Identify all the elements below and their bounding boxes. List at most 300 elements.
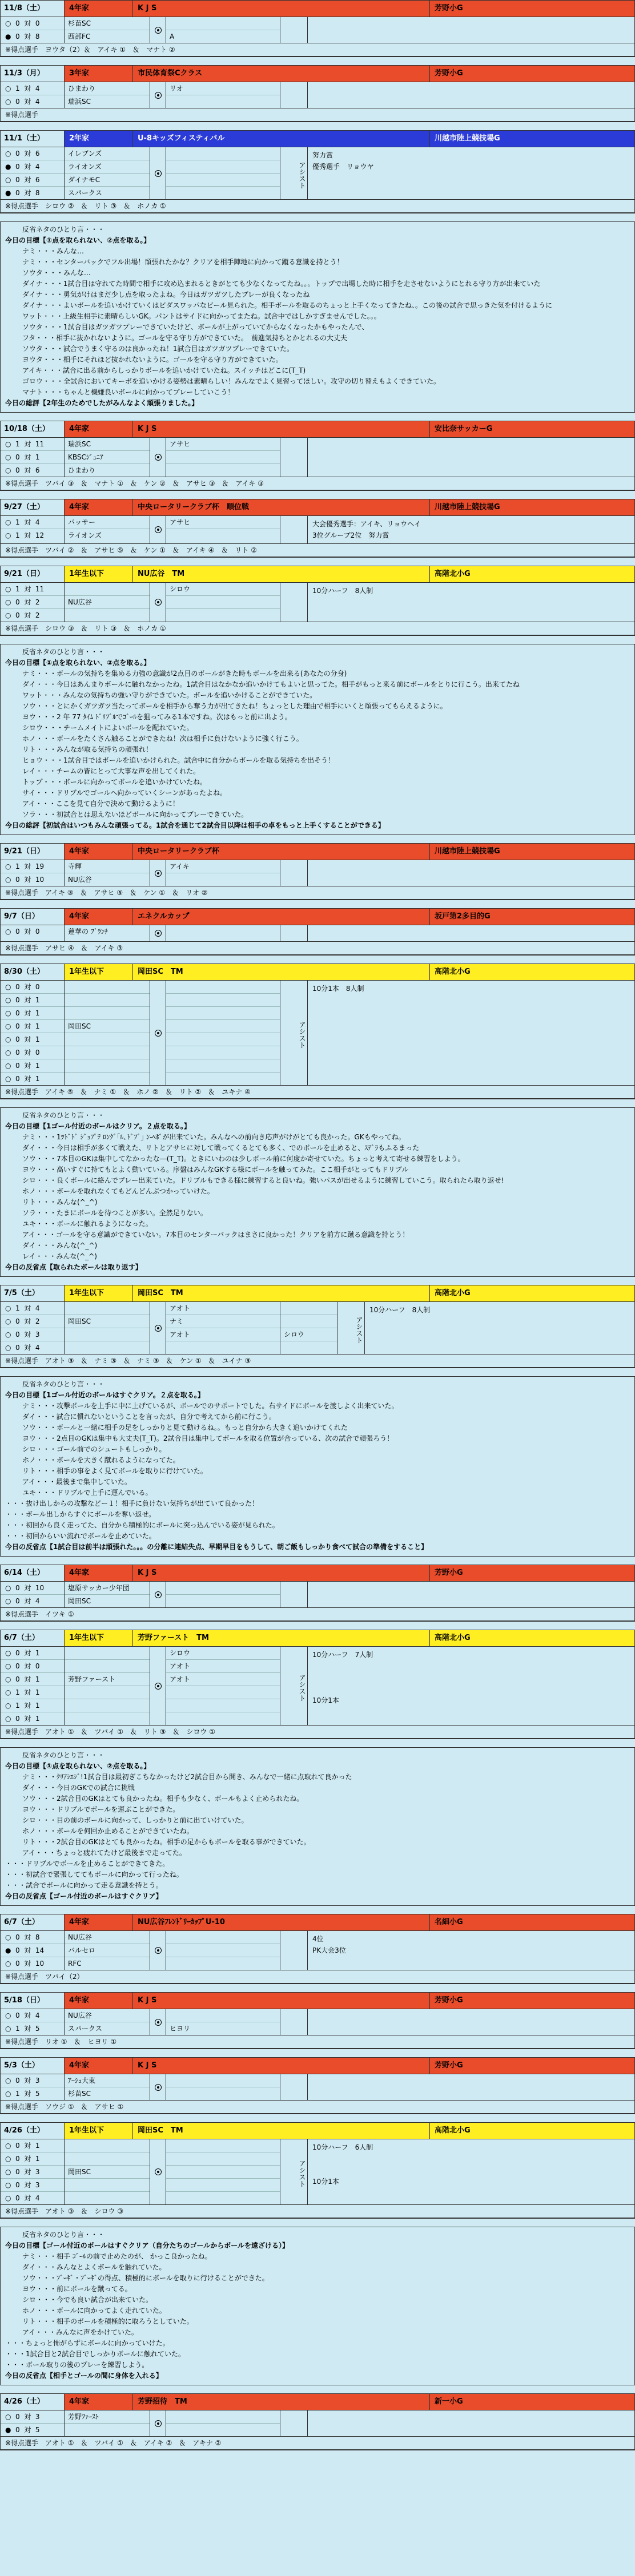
match-venue: 名細小G	[435, 1918, 463, 1926]
note-line: ヨウ・・・2点目のGKは集中も大丈夫(T_T)。2試合目は集中してボールを取る位置が合っている、次の試合で頑張ろう！	[22, 1434, 394, 1442]
goal-scorer	[166, 2009, 280, 2022]
note-line: ホノ・・・ボールを大きく蹴れるようになってた。	[22, 1456, 180, 1464]
info-line	[312, 928, 630, 939]
scorers-line: ※得点選手 シロウ ② ＆ リト ③ ＆ ホノカ ①	[1, 200, 634, 213]
goal-scorer	[166, 1033, 280, 1046]
note-line: ナミ・・・攻撃ボールを上手に中に上げているが、ボールでのサポートでした。右サイドにボールを渡しよく出来ていた。	[22, 1402, 399, 1410]
position-label: アシスト	[280, 981, 308, 1085]
note-line: ナミ・・・みんな…	[22, 247, 85, 255]
match-card	[0, 499, 635, 558]
goal-scorer	[166, 1341, 280, 1354]
info-line: 4位	[312, 1935, 324, 1943]
opponent-name: イレブンズ	[65, 147, 150, 160]
kickoff-icon	[150, 438, 166, 477]
opponent-name: パッサー	[65, 516, 150, 529]
opponent-name: ひまわり	[68, 466, 96, 474]
result-mark: ○	[5, 1009, 11, 1017]
opponent-column	[65, 2139, 150, 2204]
match-venue: 芳野小G	[435, 2061, 463, 2070]
opponent-name: 西部FC	[68, 33, 91, 41]
opponent-name	[65, 609, 150, 622]
result-mark: ○	[5, 1597, 11, 1605]
match-category: 1年生以下	[65, 2123, 133, 2139]
note-line: サイ・・・ドリブルでゴールへ向かっていくシーンがあったよね。	[22, 789, 227, 797]
goal-scorer	[166, 2179, 280, 2192]
goal-scorer	[166, 529, 280, 542]
score-row	[1, 1033, 64, 1046]
match-venue: 川越市陸上競技場G	[435, 134, 500, 143]
note-line: ソウ・・・ﾌﾞｰｷﾞ・ﾌﾞｰｷﾞの得点、積極的にボールを取りに行けることができた。	[22, 2274, 269, 2282]
info-line	[312, 2077, 630, 2088]
score-row	[1, 1046, 64, 1059]
match-date: 11/1（土）	[1, 131, 65, 147]
info-line: 10分1本	[312, 2178, 339, 2186]
result-mark: ○	[5, 1649, 11, 1657]
reflection-notes	[0, 1107, 635, 1277]
goal-scorer	[166, 873, 280, 886]
scorers-line: ※得点選手 ツバイ（2）	[1, 1970, 634, 1984]
result-mark: ○	[5, 150, 11, 158]
kickoff-icon	[150, 2074, 166, 2100]
note-line: ソウタ・・・1試合目はガツガツプレーできていたけど、ボールが上がっていてからなくなったかもやったんで、	[22, 323, 369, 331]
match-date: 6/7（土）	[1, 1630, 65, 1646]
note-line: 今日の総評【初試合はいつもみんな頑張ってる。1試合を通じて2試合目以降は相手の卓をもっと上手くすることができる】	[5, 821, 385, 829]
match-category: 4年家	[65, 1565, 133, 1581]
match-header	[1, 964, 634, 981]
score-text: 0 対 4	[15, 2011, 40, 2019]
note-line: ・・・ドリブルでボールを止めることができてきた。	[5, 1860, 170, 1868]
note-line: ダイ・・・みんな(^_^)	[22, 1241, 98, 1249]
note-line: 今日の目標【①点を取られない、②点を取る。】	[5, 1762, 151, 1770]
soccer-ball-icon	[155, 2019, 162, 2026]
score-text: 0 対 3	[15, 2413, 40, 2421]
note-line: ヒョウ・・・1試合目ではボールを追いかけられた。試合中に自分からボールを取る気持ちを出そう！	[22, 756, 335, 764]
soccer-ball-icon	[155, 170, 162, 177]
opponent-name	[65, 2192, 150, 2204]
opponent-column	[65, 981, 150, 1085]
goal-scorer	[166, 95, 280, 108]
note-line: アイキ・・・試合に出る前からしっかりボールを追いかけていたね。スイッチはどこに(T_T)	[22, 366, 306, 374]
match-date: 9/7（日）	[1, 909, 65, 925]
result-mark: ○	[5, 1304, 11, 1312]
score-row	[1, 1944, 64, 1957]
match-category: 2年家	[65, 131, 133, 147]
score-text: 0 対 0	[15, 1662, 40, 1670]
result-mark: ○	[5, 1075, 11, 1083]
match-date: 11/8（土）	[1, 1, 65, 17]
match-category: 1年生以下	[65, 964, 133, 980]
soccer-ball-icon	[155, 1325, 162, 1332]
match-body	[1, 516, 634, 544]
note-line: ワット・・・みんなの気持ちの強い守りができていた。ボールを追いかけることができていた。	[22, 691, 317, 699]
opponent-column	[65, 2009, 150, 2035]
kickoff-icon	[150, 925, 166, 941]
match-category: 4年家	[65, 499, 133, 515]
opponent-name: ｱｰｼｭ大東	[65, 2074, 150, 2087]
score-text: 0 対 1	[15, 996, 40, 1004]
score-row	[1, 1699, 64, 1712]
match-category: 3年家	[65, 66, 133, 82]
note-line: ソウ・・・とにかくガツガツ当たってボールを相手から奪う力が出てきたね！ちょっとした理由で相手にいくと頑張ってもらえるように。	[22, 702, 447, 710]
score-column	[1, 583, 65, 622]
match-title: 中央ロータリークラブ杯	[133, 844, 430, 860]
match-title: K J S	[133, 421, 430, 437]
goal-scorer: シロウ	[166, 1647, 280, 1660]
result-mark: ○	[5, 928, 11, 936]
goal-scorer: アオト	[166, 1328, 280, 1341]
score-row	[1, 1957, 64, 1970]
score-column	[1, 925, 65, 941]
opponent-name	[65, 1059, 150, 1073]
result-mark: ○	[5, 1331, 11, 1339]
score-row	[1, 2022, 64, 2035]
result-mark: ○	[5, 585, 11, 593]
goal-column	[166, 2410, 280, 2436]
opponent-name	[65, 1699, 150, 1712]
score-row	[1, 2074, 64, 2087]
match-info	[308, 2074, 634, 2100]
note-line: リト・・・2試合目のGKはとても良かったね。相手の足からもボールを取る事ができていた。	[22, 1838, 311, 1846]
score-text: 0 対 14	[15, 1946, 45, 1954]
match-title: 岡田SC TM	[133, 1285, 430, 1301]
goal-column	[166, 981, 280, 1085]
match-body	[1, 2074, 634, 2101]
info-line	[312, 1584, 630, 1595]
score-row	[1, 82, 64, 95]
result-mark: ○	[5, 531, 11, 539]
note-line: ・・・初回から良く走ってた、自分から積極的にボールに突っ込んでいる姿が見られた。	[5, 1521, 279, 1529]
result-mark: ○	[5, 19, 11, 27]
match-date: 9/27（土）	[1, 499, 65, 515]
match-category: 4年家	[65, 1, 133, 17]
score-column	[1, 2139, 65, 2204]
opponent-name: 杉苗SC	[65, 17, 150, 30]
opponent-name: ライオンズ	[68, 531, 102, 539]
position-label	[280, 82, 308, 108]
result-mark: ○	[5, 996, 11, 1004]
match-venue: 川越市陸上競技場G	[435, 847, 500, 856]
scorers-line: ※得点選手 アイキ ⑤ ＆ ナミ ① ＆ ホノ ② ＆ リト ② ＆ ユキナ ④	[1, 1086, 634, 1099]
info-line: 優秀選手 リョウヤ	[312, 163, 374, 171]
score-column	[1, 981, 65, 1085]
note-line: レイ・・・みんな(^_^)	[22, 1252, 97, 1260]
score-text: 0 対 10	[15, 876, 45, 884]
score-column	[1, 2074, 65, 2100]
score-row	[1, 2152, 64, 2166]
match-body	[1, 82, 634, 108]
score-row	[1, 1712, 64, 1725]
match-body	[1, 1582, 634, 1608]
result-mark: ●	[5, 1946, 11, 1954]
info-line	[312, 2413, 630, 2424]
result-mark: ○	[5, 1688, 11, 1696]
opponent-name	[65, 1328, 150, 1341]
goal-scorer: アオト	[166, 1302, 280, 1315]
score-row	[1, 1341, 64, 1354]
opponent-name: 芳野ファースト	[65, 1673, 150, 1686]
goal-scorer	[166, 2152, 280, 2166]
result-mark: ○	[5, 862, 11, 870]
goal-scorer	[166, 2192, 280, 2204]
match-category: 4年家	[65, 2058, 133, 2074]
goal-column	[166, 17, 280, 43]
note-line: 反省ネタのひとり言・・・	[22, 225, 105, 233]
opponent-name: 蓮華の ﾌﾞﾗﾝﾁ	[68, 928, 108, 936]
score-text: 1 対 11	[15, 440, 45, 448]
note-line: リト・・・相手の事をよく見てボールを取りに行けていた。	[22, 1467, 207, 1475]
match-header	[1, 499, 634, 516]
score-text: 0 対 6	[15, 150, 40, 158]
result-mark: ●	[5, 163, 11, 171]
score-text: 1 対 4	[15, 84, 40, 92]
score-column	[1, 2410, 65, 2436]
opponent-name: 杉苗SC	[68, 2090, 91, 2098]
goal-scorer	[166, 451, 280, 464]
opponent-name	[65, 1660, 150, 1673]
goal-scorer: リオ	[166, 82, 280, 95]
note-line: ・・・初回からいい流れでボールを止めていた。	[5, 1532, 156, 1540]
score-row	[1, 1582, 64, 1595]
goal-scorer	[166, 981, 280, 994]
score-text: 0 対 2	[15, 611, 40, 619]
match-header	[1, 1993, 634, 2009]
note-line: 今日の反省点【相手とゴールの間に身体を入れる】	[5, 2372, 163, 2380]
note-line: ・・・抜け出しからの攻撃などー１！相手に負けない気持ちが出ていて良かった！	[5, 1499, 259, 1507]
opponent-name	[65, 2179, 150, 2192]
opponent-name: NU広谷	[68, 876, 92, 884]
reflection-notes	[0, 1747, 635, 1906]
goal-scorer	[166, 1699, 280, 1712]
note-line: シロ・・・ゴール前でのシュートもしっかり。	[22, 1445, 166, 1453]
opponent-name: 瑞浜SC	[65, 438, 150, 451]
match-venue: 芳野小G	[435, 69, 463, 78]
score-row	[1, 2179, 64, 2192]
note-line: ソウタ・・・みんな…	[22, 269, 91, 277]
match-header	[1, 1914, 634, 1931]
info-line: 10分ハーフ 8人制	[369, 1306, 431, 1314]
match-header	[1, 2394, 634, 2410]
note-line: ダイ・・・今日はあんまりボールに触れなかったね。1試合目はなかなか追いかけてもよいと思ってた。相手がもっと来る前にボールをとりに行こう。出来てたね	[22, 680, 520, 688]
note-line: 今日の目標【①点を取られない、②点を取る。】	[5, 236, 151, 244]
match-title: NU広谷ﾌﾚﾝﾄﾞﾘｰｶｯﾌﾟU-10	[133, 1914, 430, 1930]
match-title: 芳野ファースト TM	[133, 1630, 430, 1646]
score-row	[1, 1302, 64, 1315]
result-mark: ●	[5, 189, 11, 197]
scorers-line: ※得点選手 アオト ③ ＆ ナミ ③ ＆ ナミ ③ ＆ ケン ① ＆ ユイナ ③	[1, 1354, 634, 1368]
note-line: ヨウタ・・・相手にそれほど抜かれないように。ゴールを守る守り方ができていた。	[22, 356, 283, 364]
opponent-name: 芳野ﾌｧｰｽﾄ	[65, 2410, 150, 2424]
match-info	[365, 1302, 634, 1354]
opponent-column	[65, 516, 150, 543]
scorers-line: ※得点選手 アオト ① ＆ ツバイ ① ＆ リト ③ ＆ シロウ ①	[1, 1726, 634, 1739]
result-mark: ○	[5, 2025, 11, 2033]
goal-column	[166, 147, 280, 199]
result-mark: ○	[5, 1062, 11, 1070]
opponent-column	[65, 860, 150, 886]
goal-scorer: アサヒ	[166, 516, 280, 529]
note-line: ソウ・・・2試合目のGKはとても良かったね。相手も少なく、ボールもよく止められたね。	[22, 1795, 304, 1803]
scorers-line: ※得点選手 アオト ③ ＆ シロウ ③	[1, 2205, 634, 2218]
scorers-line: ※得点選手	[1, 108, 634, 122]
score-column	[1, 1302, 65, 1354]
position-label	[280, 860, 308, 886]
score-text: 0 対 0	[15, 1049, 40, 1057]
match-category: 4年家	[65, 421, 133, 437]
info-line: 10分ハーフ 6人制	[312, 2143, 373, 2151]
match-title: K J S	[133, 2058, 430, 2074]
result-mark: ○	[5, 1022, 11, 1030]
position-label	[280, 2410, 308, 2436]
match-card	[0, 1992, 635, 2049]
kickoff-icon	[150, 1647, 166, 1725]
goal-column	[166, 2009, 280, 2035]
match-body	[1, 583, 634, 622]
soccer-ball-icon	[155, 2084, 162, 2091]
scorers-line: ※得点選手 アオト ① ＆ ツバイ ① ＆ アイキ ② ＆ アキナ ②	[1, 2437, 634, 2450]
result-mark: ○	[5, 876, 11, 884]
kickoff-icon	[150, 583, 166, 622]
match-title: NU広谷 TM	[133, 566, 430, 582]
result-mark: ○	[5, 176, 11, 184]
info-line	[312, 1660, 630, 1672]
soccer-ball-icon	[155, 1030, 162, 1037]
score-row	[1, 1328, 64, 1341]
kickoff-icon	[150, 860, 166, 886]
match-date: 8/30（土）	[1, 964, 65, 980]
score-row	[1, 529, 64, 542]
match-header	[1, 566, 634, 583]
match-title: K J S	[133, 1993, 430, 2009]
opponent-column	[65, 82, 150, 108]
score-row	[1, 609, 64, 622]
score-row	[1, 925, 64, 938]
goal-scorer	[166, 1020, 280, 1033]
result-mark: ○	[5, 2142, 11, 2150]
result-mark: ○	[5, 2181, 11, 2189]
score-row	[1, 30, 64, 43]
result-mark: ○	[5, 84, 11, 92]
info-line: 10分1本	[312, 1696, 339, 1704]
note-line: アイ・・・みんなに声をかけていた。	[22, 2328, 138, 2336]
goal-scorer	[166, 17, 280, 30]
info-line: 3位グループ2位 努力賞	[312, 531, 389, 539]
match-card	[0, 0, 635, 57]
opponent-column	[65, 925, 150, 941]
score-row	[1, 1020, 64, 1033]
note-line: 今日の反省点【1試合目は前半は頑張れた。。。の分離に連結失点、早期早目をもうして、朝ご飯もしっかり食べて試合の準備をすること】	[5, 1543, 428, 1551]
goal-scorer	[166, 1931, 280, 1944]
score-row	[1, 1647, 64, 1660]
opponent-name	[65, 994, 150, 1007]
kickoff-icon	[150, 516, 166, 543]
score-row	[1, 95, 64, 108]
note-line: ダイナ・・・1試合目は守れてた時間で相手に攻め込まれるときがとても少なくなってたね。。。トップで出場した時に相手を走させないようにとれる守り方が出来ていた	[22, 280, 541, 288]
note-line: ・・・初試合で緊張しててもボールに向かって行ったね。	[5, 1870, 183, 1878]
position-label	[280, 1931, 308, 1970]
goal-column	[166, 1582, 280, 1607]
position-label	[280, 17, 308, 43]
result-mark: ○	[5, 1584, 11, 1592]
match-body	[1, 2139, 634, 2205]
goal-scorer: ヒヨリ	[170, 2025, 191, 2033]
match-venue: 高階北小G	[435, 2126, 471, 2135]
note-line: ダイナ・・・勇気がけはまだ少し点を取ったよね。今日はガツガツしたプレーが良くなったね	[22, 291, 310, 299]
match-body	[1, 17, 634, 43]
goal-scorer	[280, 1302, 337, 1315]
goal-scorer	[280, 1315, 337, 1328]
note-line: マナト・・・ちゃんと機嫌良いボールに向かってプレーしていこう！	[22, 388, 235, 396]
match-body	[1, 2410, 634, 2437]
score-text: 0 対 4	[15, 2194, 40, 2202]
result-mark: ●	[5, 2426, 11, 2434]
score-text: 0 対 3	[15, 2077, 40, 2085]
score-row	[1, 464, 64, 477]
match-card	[0, 130, 635, 213]
scorers-line: ※得点選手 シロウ ③ ＆ リト ③ ＆ ホノカ ①	[1, 622, 634, 635]
score-text: 1 対 5	[15, 2025, 40, 2033]
score-text: 0 対 3	[15, 2168, 40, 2176]
opponent-name: ライオンズ	[65, 160, 150, 174]
goal-scorer	[166, 925, 280, 938]
note-line: ソウ・・・7本目のGKは集中してなかったな―(T_T)。ときにいわのは少しボール前に何度か寄せていた。ちょっと考えて寄せる練習をしよう。	[22, 1155, 465, 1163]
note-line: 反省ネタのひとり言・・・	[22, 1751, 105, 1759]
info-line	[312, 862, 630, 874]
score-text: 0 対 4	[15, 98, 40, 106]
scorers-line: ※得点選手 アイキ ③ ＆ アサヒ ⑤ ＆ ケン ① ＆ リオ ②	[1, 886, 634, 900]
score-text: 0 対 8	[15, 189, 40, 197]
note-line: ダイナ・・・よいボールを追いかけていくはビダスワッパなビール見られた。相手ボールを取るのちょっと上手くなってきたね、。この後の試合で思っきた気を付けるように	[22, 301, 552, 309]
note-line: ナミ・・・相手 ｺﾞｰﾙの前で止めたのが、 かっこ良かったね。	[22, 2252, 212, 2260]
match-card	[0, 421, 635, 491]
score-text: 0 対 0	[15, 928, 40, 936]
goal-scorer: シロウ	[280, 1328, 337, 1341]
opponent-column	[65, 2410, 150, 2436]
match-info	[308, 1582, 634, 1607]
goal-scorer	[166, 2074, 280, 2087]
score-column	[1, 860, 65, 886]
kickoff-icon	[150, 82, 166, 108]
goal-scorer	[166, 1582, 280, 1595]
match-title: 岡田SC TM	[133, 2123, 430, 2139]
opponent-name	[65, 2139, 150, 2152]
score-text: 0 対 4	[15, 163, 40, 171]
scorers-line: ※得点選手 ソウジ ① ＆ アサヒ ①	[1, 2101, 634, 2114]
score-text: 1 対 4	[15, 518, 40, 526]
match-title: エネクルカップ	[133, 909, 430, 925]
position-label: アシスト	[280, 2139, 308, 2204]
reflection-notes	[0, 2227, 635, 2385]
score-row	[1, 1073, 64, 1085]
goal-scorer: アオト	[166, 1660, 280, 1673]
opponent-name: NU広谷	[65, 1931, 150, 1944]
score-text: 0 対 0	[15, 19, 40, 27]
score-text: 0 対 1	[15, 2142, 40, 2150]
goal-scorer: シロウ	[166, 583, 280, 596]
note-line: ・・・ちょっと怖がらずにボールに向かっていけた。	[5, 2339, 170, 2347]
score-text: 0 対 1	[15, 1715, 40, 1723]
goal-scorer	[166, 2410, 280, 2424]
score-text: 0 対 3	[15, 2181, 40, 2189]
opponent-name	[65, 1712, 150, 1725]
goal-scorer	[166, 174, 280, 187]
match-date: 5/18（日）	[1, 1993, 65, 2009]
note-line: シロ・・・良くボールに絡んでプレー出来ていた。ドリブルもできる様に練習すると良いね。強いパスが出せるように練習していこう。取られたら取り返せ!	[22, 1176, 504, 1184]
score-text: 1 対 11	[15, 585, 45, 593]
score-column	[1, 2009, 65, 2035]
note-line: ホノ・・・ボールを何回か止めることができていたね。	[22, 1827, 194, 1835]
score-row	[1, 596, 64, 609]
opponent-column	[65, 1302, 150, 1354]
